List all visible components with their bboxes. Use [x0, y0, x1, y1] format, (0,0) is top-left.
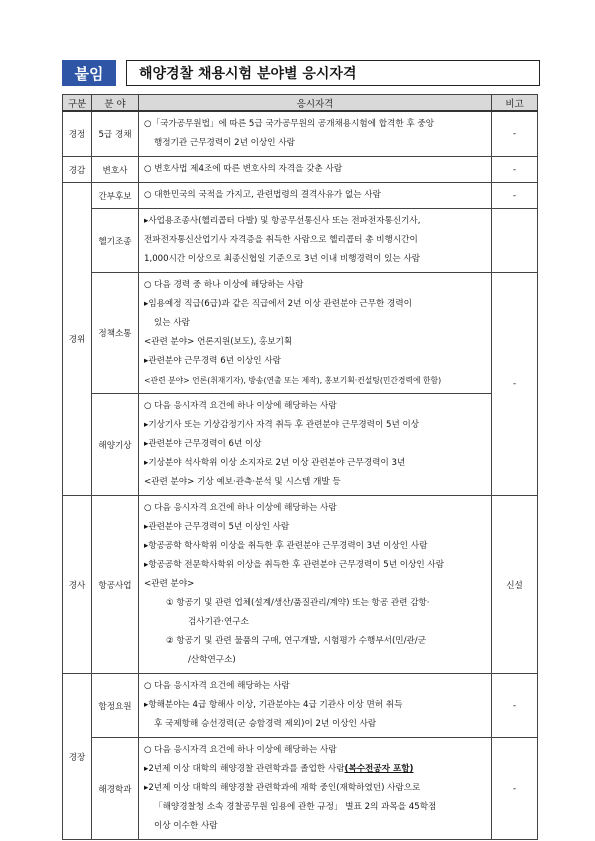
emphasis-text: (복수전공자 포함) — [344, 764, 414, 774]
qualification-line: <관련 분야> 기상 예보·관측·분석 및 시스템 개발 등 — [144, 477, 341, 487]
qualification-line: ○ 변호사법 제4조에 따른 변호사의 자격을 갖춘 사람 — [144, 164, 343, 174]
table-row — [63, 183, 538, 209]
qualification-line: ▸기상분야 석사학위 이상 소지자로 2년 이상 관련분야 근무경력이 3년 — [144, 458, 406, 468]
note-cell: 신설 — [492, 496, 538, 674]
qualification-line: ○「국가공무원법」에 따른 5급 국가공무원의 공개채용시험에 합격한 후 중앙 — [144, 119, 435, 129]
table-row — [63, 394, 538, 496]
qualification-line: ○ 다음 응시자격 요건에 하나 이상에 해당하는 사람 — [144, 503, 337, 513]
table-row — [63, 273, 538, 394]
qualification-cell — [139, 157, 492, 183]
qualification-table — [62, 94, 538, 840]
table-row — [63, 674, 538, 738]
qualification-line-text: ▸2년제 이상 대학의 해양경찰 관련학과를 졸업한 사람 — [144, 764, 345, 774]
qualification-cell — [139, 111, 492, 157]
qualification-line: ○ 다음 경력 중 하나 이상에 해당하는 사람 — [144, 280, 304, 290]
qualification-cell — [139, 496, 492, 674]
qualification-line: ○ 다음 응시자격 요건에 하나 이상에 해당하는 사람 — [144, 745, 337, 755]
col-header-field: 분 야 — [92, 95, 139, 112]
qualification-line — [144, 760, 487, 779]
qualification-line: 후 국제항해 승선경력(군 승함경력 제외)이 2년 이상인 사람 — [154, 719, 377, 729]
qualification-line: ▸기상기사 또는 기상감정기사 자격 취득 후 관련분야 근무경력이 5년 이상 — [144, 420, 420, 430]
qualification-line: ▸항공공학 학사학위 이상을 취득한 후 관련분야 근무경력이 3년 이상인 사람 — [144, 541, 428, 551]
qualification-line: 있는 사람 — [154, 318, 190, 328]
qualification-cell — [139, 738, 492, 840]
qualification-line: ▸항해분야는 4급 항해사 이상, 기관분야는 4급 기관사 이상 면허 취득 — [144, 700, 403, 710]
table-row — [63, 496, 538, 674]
qualification-line: ▸2년제 이상 대학의 해양경찰 관련학과에 재학 중인(재학하였던) 사람으로 — [144, 783, 421, 793]
qualification-line: <관련 분야> 언론지원(보도), 홍보기획 — [144, 337, 293, 347]
qualification-line: ② 항공기 및 관련 물품의 구매, 연구개발, 시험평가 수행부서(민/관/군 — [166, 636, 427, 646]
qualification-line: ▸사업용조종사(헬리콥터 다발) 및 항공무선통신사 또는 전파전자통신기사, — [144, 216, 421, 226]
table-row — [63, 157, 538, 183]
qualification-line: <관련 분야> — [144, 579, 195, 589]
qualification-line: 1,000시간 이상으로 최종신협일 기준으로 3년 이내 비행경력이 있는 사람 — [144, 254, 421, 264]
field-cell: 해경학과 — [92, 738, 139, 840]
qualification-line: 전파전자통신산업기사 자격증을 취득한 사람으로 헬리콥터 총 비행시간이 — [144, 235, 418, 245]
qualification-line: ▸항공공학 전문학사학위 이상을 취득한 후 관련분야 근무경력이 5년 이상인 사람 — [144, 560, 445, 570]
qualification-line: 「해양경찰청 소속 경찰공무원 임용에 관한 규정」 별표 2의 과목을 45학점 — [154, 802, 437, 812]
table-header-row — [63, 95, 538, 112]
qualification-line: /산학연구소) — [188, 655, 236, 665]
qualification-cell — [139, 183, 492, 209]
field-cell: 정책소통 — [92, 273, 139, 394]
table-row — [63, 209, 538, 273]
qualification-cell — [139, 394, 492, 496]
qualification-line: ○ 대한민국의 국적을 가지고, 관련법령의 결격사유가 없는 사람 — [144, 190, 381, 200]
note-cell: - — [492, 674, 538, 738]
qualification-line: ▸임용예정 직급(6급)과 같은 직급에서 2년 이상 관련분야 근무한 경력이 — [144, 299, 412, 309]
qualification-line: ▸관련분야 근무경력 6년 이상인 사람 — [144, 356, 281, 366]
qualification-cell — [139, 209, 492, 273]
col-header-category: 구분 — [63, 95, 92, 112]
field-cell: 변호사 — [92, 157, 139, 183]
qualification-cell — [139, 674, 492, 738]
rank-cell: 경장 — [63, 674, 92, 840]
qualification-line: 검사기관·연구소 — [188, 617, 249, 627]
field-cell: 헬기조종 — [92, 209, 139, 273]
note-cell: - — [492, 273, 538, 496]
qualification-line: <관련 분야> 언론(취재기자), 방송(연출 또는 제작), 홍보기획·컨설팅(민간경력에 한함) — [144, 376, 442, 385]
qualification-line: ○ 다음 응시자격 요건에 하나 이상에 해당하는 사람 — [144, 401, 337, 411]
col-header-qualification: 응시자격 — [139, 95, 492, 112]
page-header — [62, 60, 540, 86]
col-header-note: 비고 — [492, 95, 538, 112]
rank-cell: 경위 — [63, 183, 92, 496]
page-title: 해양경찰 채용시험 분야별 응시자격 — [126, 60, 540, 86]
qualification-line: ▸관련분야 근무경력이 5년 이상인 사람 — [144, 522, 290, 532]
note-cell: - — [492, 183, 538, 209]
qualification-line: ▸관련분야 근무경력이 6년 이상 — [144, 439, 262, 449]
table-row — [63, 738, 538, 840]
note-cell — [492, 209, 538, 273]
qualification-cell — [139, 273, 492, 394]
field-cell: 5급 경채 — [92, 111, 139, 157]
qualification-line: ① 항공기 및 관련 업체(설계/생산/품질관리/계약) 또는 항공 관련 감항· — [166, 598, 430, 608]
note-cell: - — [492, 157, 538, 183]
note-cell: - — [492, 111, 538, 157]
rank-cell: 경사 — [63, 496, 92, 674]
qualification-line: ○ 다음 응시자격 요건에 해당하는 사람 — [144, 681, 290, 691]
note-cell: - — [492, 738, 538, 840]
table-row — [63, 111, 538, 157]
field-cell: 간부후보 — [92, 183, 139, 209]
attachment-tag: 붙임 — [62, 60, 116, 86]
rank-cell: 경감 — [63, 157, 92, 183]
qualification-line: 이상 이수한 사람 — [154, 821, 218, 831]
field-cell: 항공사업 — [92, 496, 139, 674]
field-cell: 해양기상 — [92, 394, 139, 496]
field-cell: 함정요원 — [92, 674, 139, 738]
qualification-line: 행정기관 근무경력이 2년 이상인 사람 — [154, 138, 295, 148]
rank-cell: 경정 — [63, 111, 92, 157]
